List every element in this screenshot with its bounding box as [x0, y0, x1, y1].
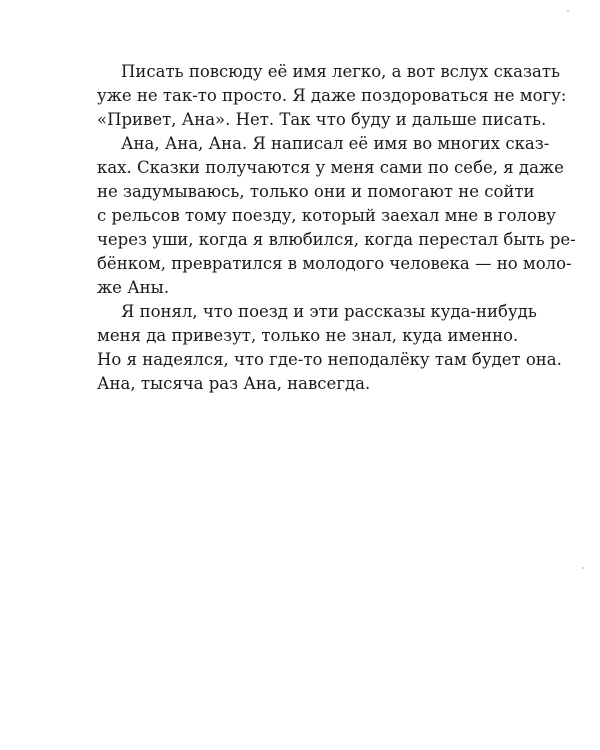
paragraph-3 [97, 300, 562, 396]
text-line: ках. Сказки получаются у меня сами по себе, я даже [97, 158, 564, 177]
text-line: не задумываюсь, только они и помогают не сойти [97, 182, 535, 201]
text-line: бёнком, превратился в молодого человека — но моло- [97, 254, 572, 273]
text-line: Писать повсюду её имя легко, а вот вслух сказать [121, 62, 560, 81]
text-line: «Привет, Ана». Нет. Так что буду и дальше писать. [97, 110, 547, 129]
text-line: же Аны. [97, 278, 170, 297]
paragraph-2 [97, 132, 576, 300]
body-text [97, 60, 576, 396]
text-line: через уши, когда я влюбился, когда перестал быть ре- [97, 230, 576, 249]
text-line: Я понял, что поезд и эти рассказы куда-нибудь [121, 302, 537, 321]
text-line: с рельсов тому поезду, который заехал мне в голову [97, 206, 556, 225]
text-line: меня да привезут, только не знал, куда именно. [97, 326, 519, 345]
page-corner-mark-top [567, 10, 569, 12]
text-line: Ана, тысяча раз Ана, навсегда. [97, 374, 371, 393]
text-line: Ана, Ана, Ана. Я написал её имя во многих сказ- [121, 134, 550, 153]
text-line: уже не так-то просто. Я даже поздороваться не могу: [97, 86, 567, 105]
paragraph-1 [97, 60, 567, 132]
page-corner-mark-bottom [582, 567, 584, 569]
text-line: Но я надеялся, что где-то неподалёку там будет она. [97, 350, 562, 369]
